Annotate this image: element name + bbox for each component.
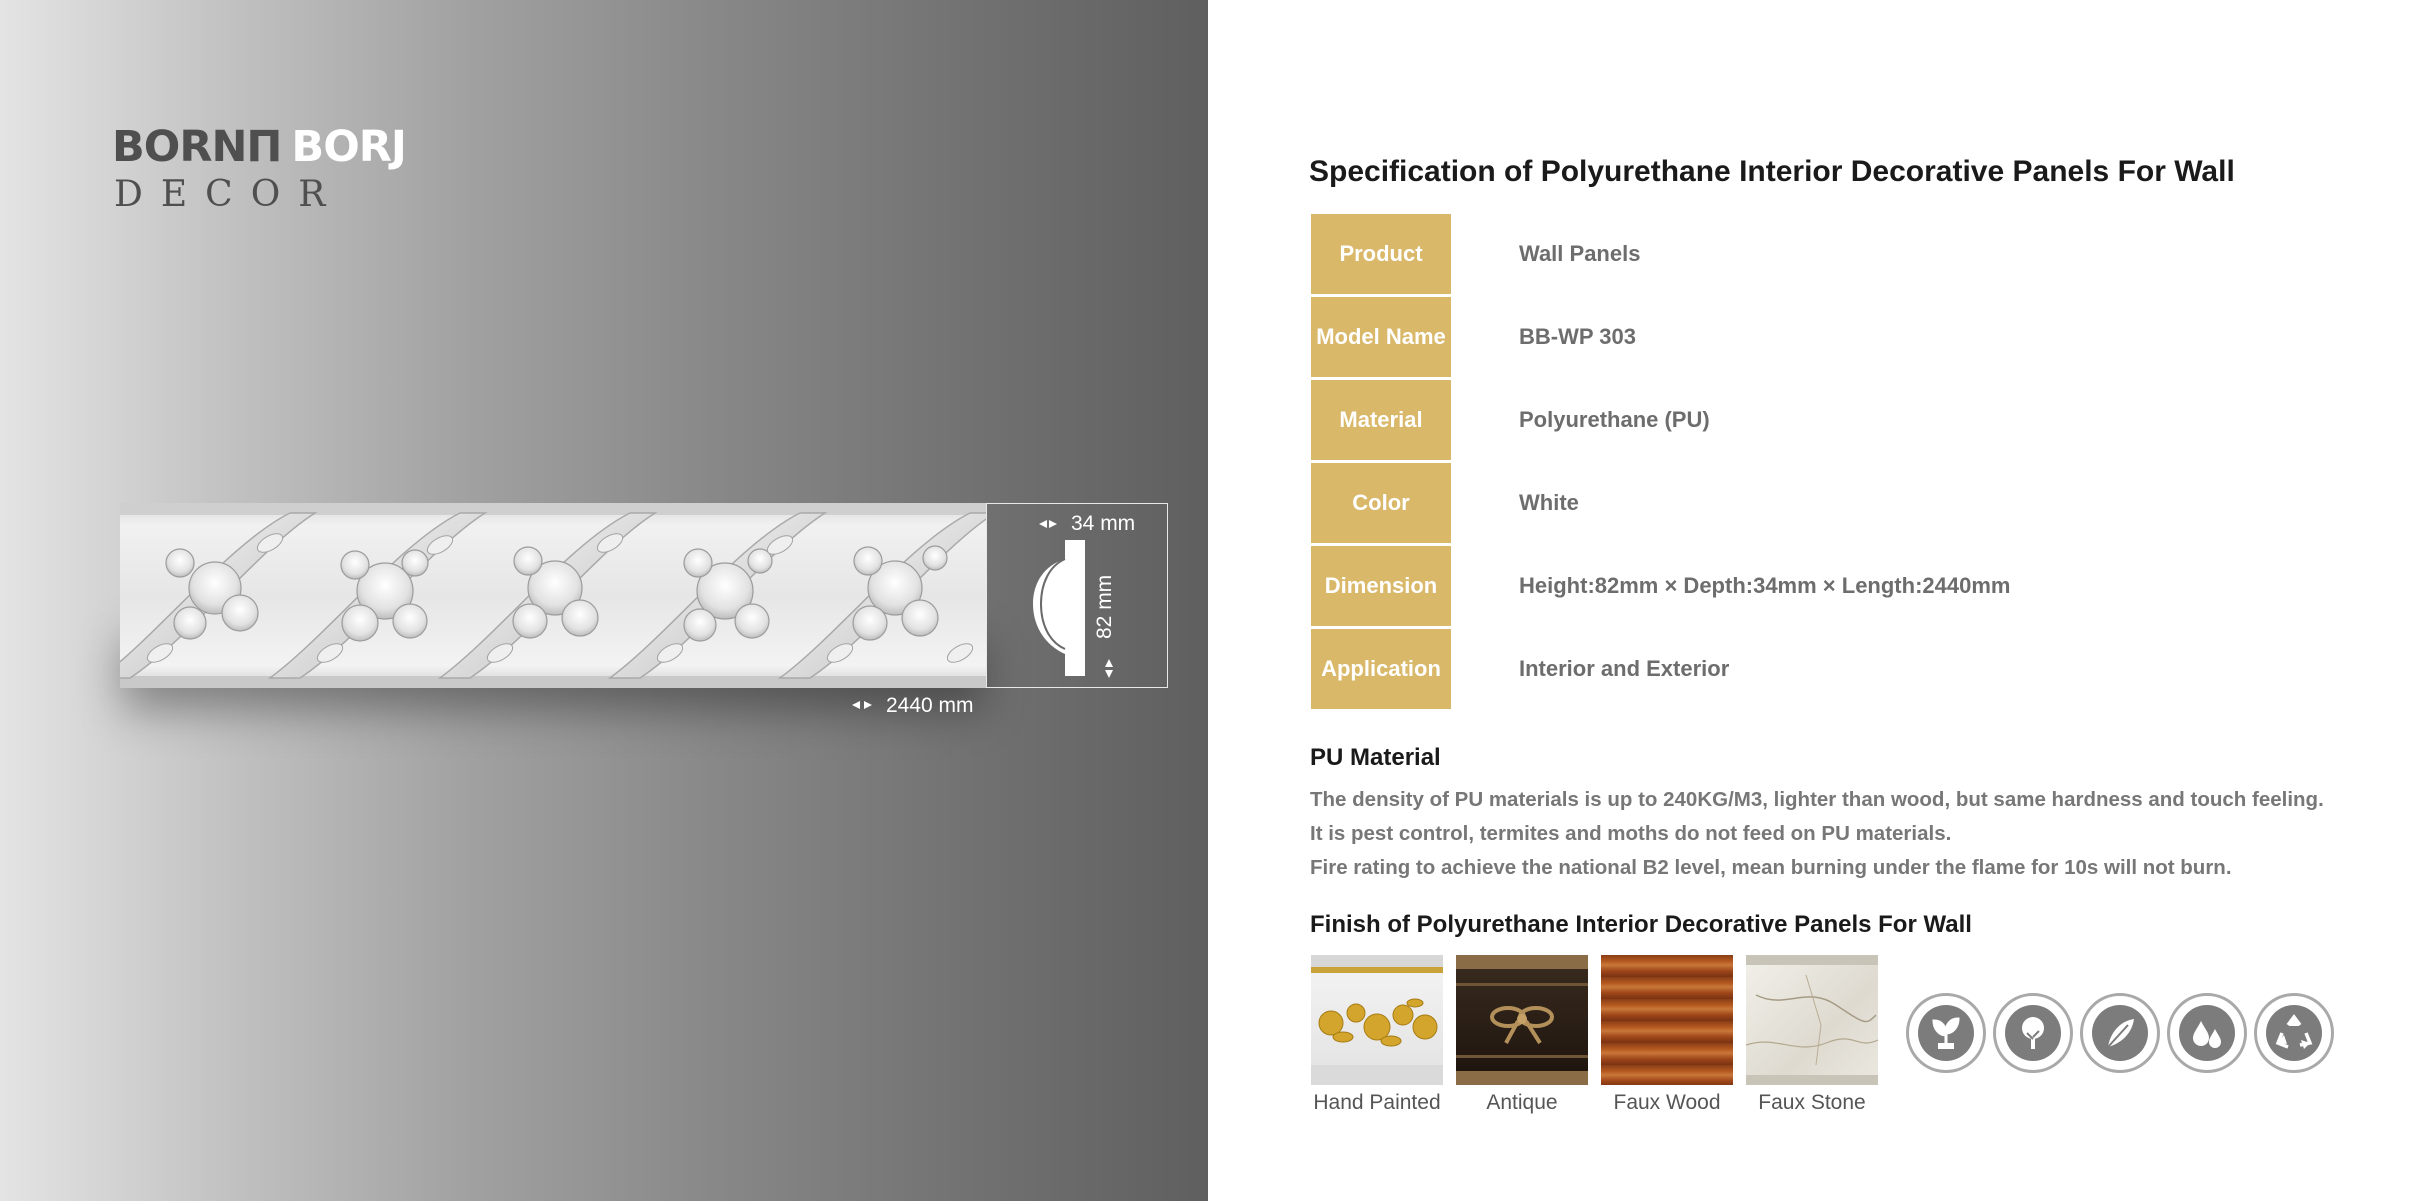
spec-title: Specification of Polyurethane Interior Decorative Panels For Wall — [1309, 155, 2235, 188]
swatch-label-faux-stone: Faux Stone — [1758, 1091, 1866, 1114]
pu-material-line: It is pest control, termites and moths do not feed on PU materials. — [1310, 822, 1952, 845]
faux-wood-swatch — [1601, 955, 1733, 1085]
swatch-label-antique: Antique — [1486, 1091, 1558, 1114]
length-dimension-label: 2440 mm — [886, 694, 974, 717]
logo-text-light: BORJ — [291, 122, 406, 172]
swatch-label-hand-painted: Hand Painted — [1313, 1091, 1441, 1114]
spec-value: BB-WP 303 — [1519, 324, 1636, 349]
spec-row — [1311, 214, 2211, 297]
cfc-free-badge — [1993, 993, 2073, 1073]
length-arrows-icon — [850, 698, 880, 712]
spec-label: Model Name — [1311, 297, 1451, 377]
spec-table — [1311, 214, 2211, 712]
spec-value: Height:82mm × Depth:34mm × Length:2440mm — [1519, 573, 2011, 598]
logo-subtitle: DECOR — [114, 174, 344, 215]
hand-painted-swatch — [1311, 955, 1443, 1085]
recycle-icon — [2266, 1005, 2322, 1061]
spec-row — [1311, 546, 2211, 629]
pu-material-title: PU Material — [1310, 744, 1441, 771]
spec-value: Interior and Exterior — [1519, 656, 1730, 681]
height-dimension-label: 82 mm — [1093, 574, 1116, 639]
spec-label: Product — [1311, 214, 1451, 294]
profile-cross-section-frame — [986, 503, 1168, 688]
hypoallergenic-badge — [2080, 993, 2160, 1073]
spec-label: Color — [1311, 463, 1451, 543]
spec-row — [1311, 463, 2211, 546]
pu-material-line: The density of PU materials is up to 240KG/M3, lighter than wood, but same hardness and touch feeling. — [1310, 788, 2324, 811]
biodegradable-badge — [2254, 993, 2334, 1073]
brand-logo — [112, 122, 406, 215]
depth-dimension-label: 34 mm — [1071, 512, 1136, 535]
spec-row — [1311, 380, 2211, 463]
feather-icon — [2092, 1005, 2148, 1061]
pu-material-line: Fire rating to achieve the national B2 level, mean burning under the flame for 10s will not burn. — [1310, 856, 2232, 879]
product-image-panel — [0, 0, 1208, 1201]
ornament-relief — [120, 503, 986, 688]
spec-label: Material — [1311, 380, 1451, 460]
tree-icon — [2005, 1005, 2061, 1061]
formaldehyde-free-badge — [1906, 993, 1986, 1073]
spec-label: Application — [1311, 629, 1451, 709]
plant-sprout-icon — [1918, 1005, 1974, 1061]
spec-value: Polyurethane (PU) — [1519, 407, 1710, 432]
swatch-label-faux-wood: Faux Wood — [1613, 1091, 1721, 1114]
spec-row — [1311, 629, 2211, 712]
antique-swatch — [1456, 955, 1588, 1085]
spec-value: Wall Panels — [1519, 241, 1641, 266]
wall-panel-image — [120, 503, 986, 688]
finish-title: Finish of Polyurethane Interior Decorative Panels For Wall — [1310, 911, 1972, 938]
faux-stone-swatch — [1746, 955, 1878, 1085]
spec-label: Dimension — [1311, 546, 1451, 626]
moisture-resistant-badge — [2167, 993, 2247, 1073]
spec-value: White — [1519, 490, 1579, 515]
logo-text-dark: BORNΠ — [112, 122, 282, 172]
water-drops-icon — [2179, 1005, 2235, 1061]
spec-row — [1311, 297, 2211, 380]
